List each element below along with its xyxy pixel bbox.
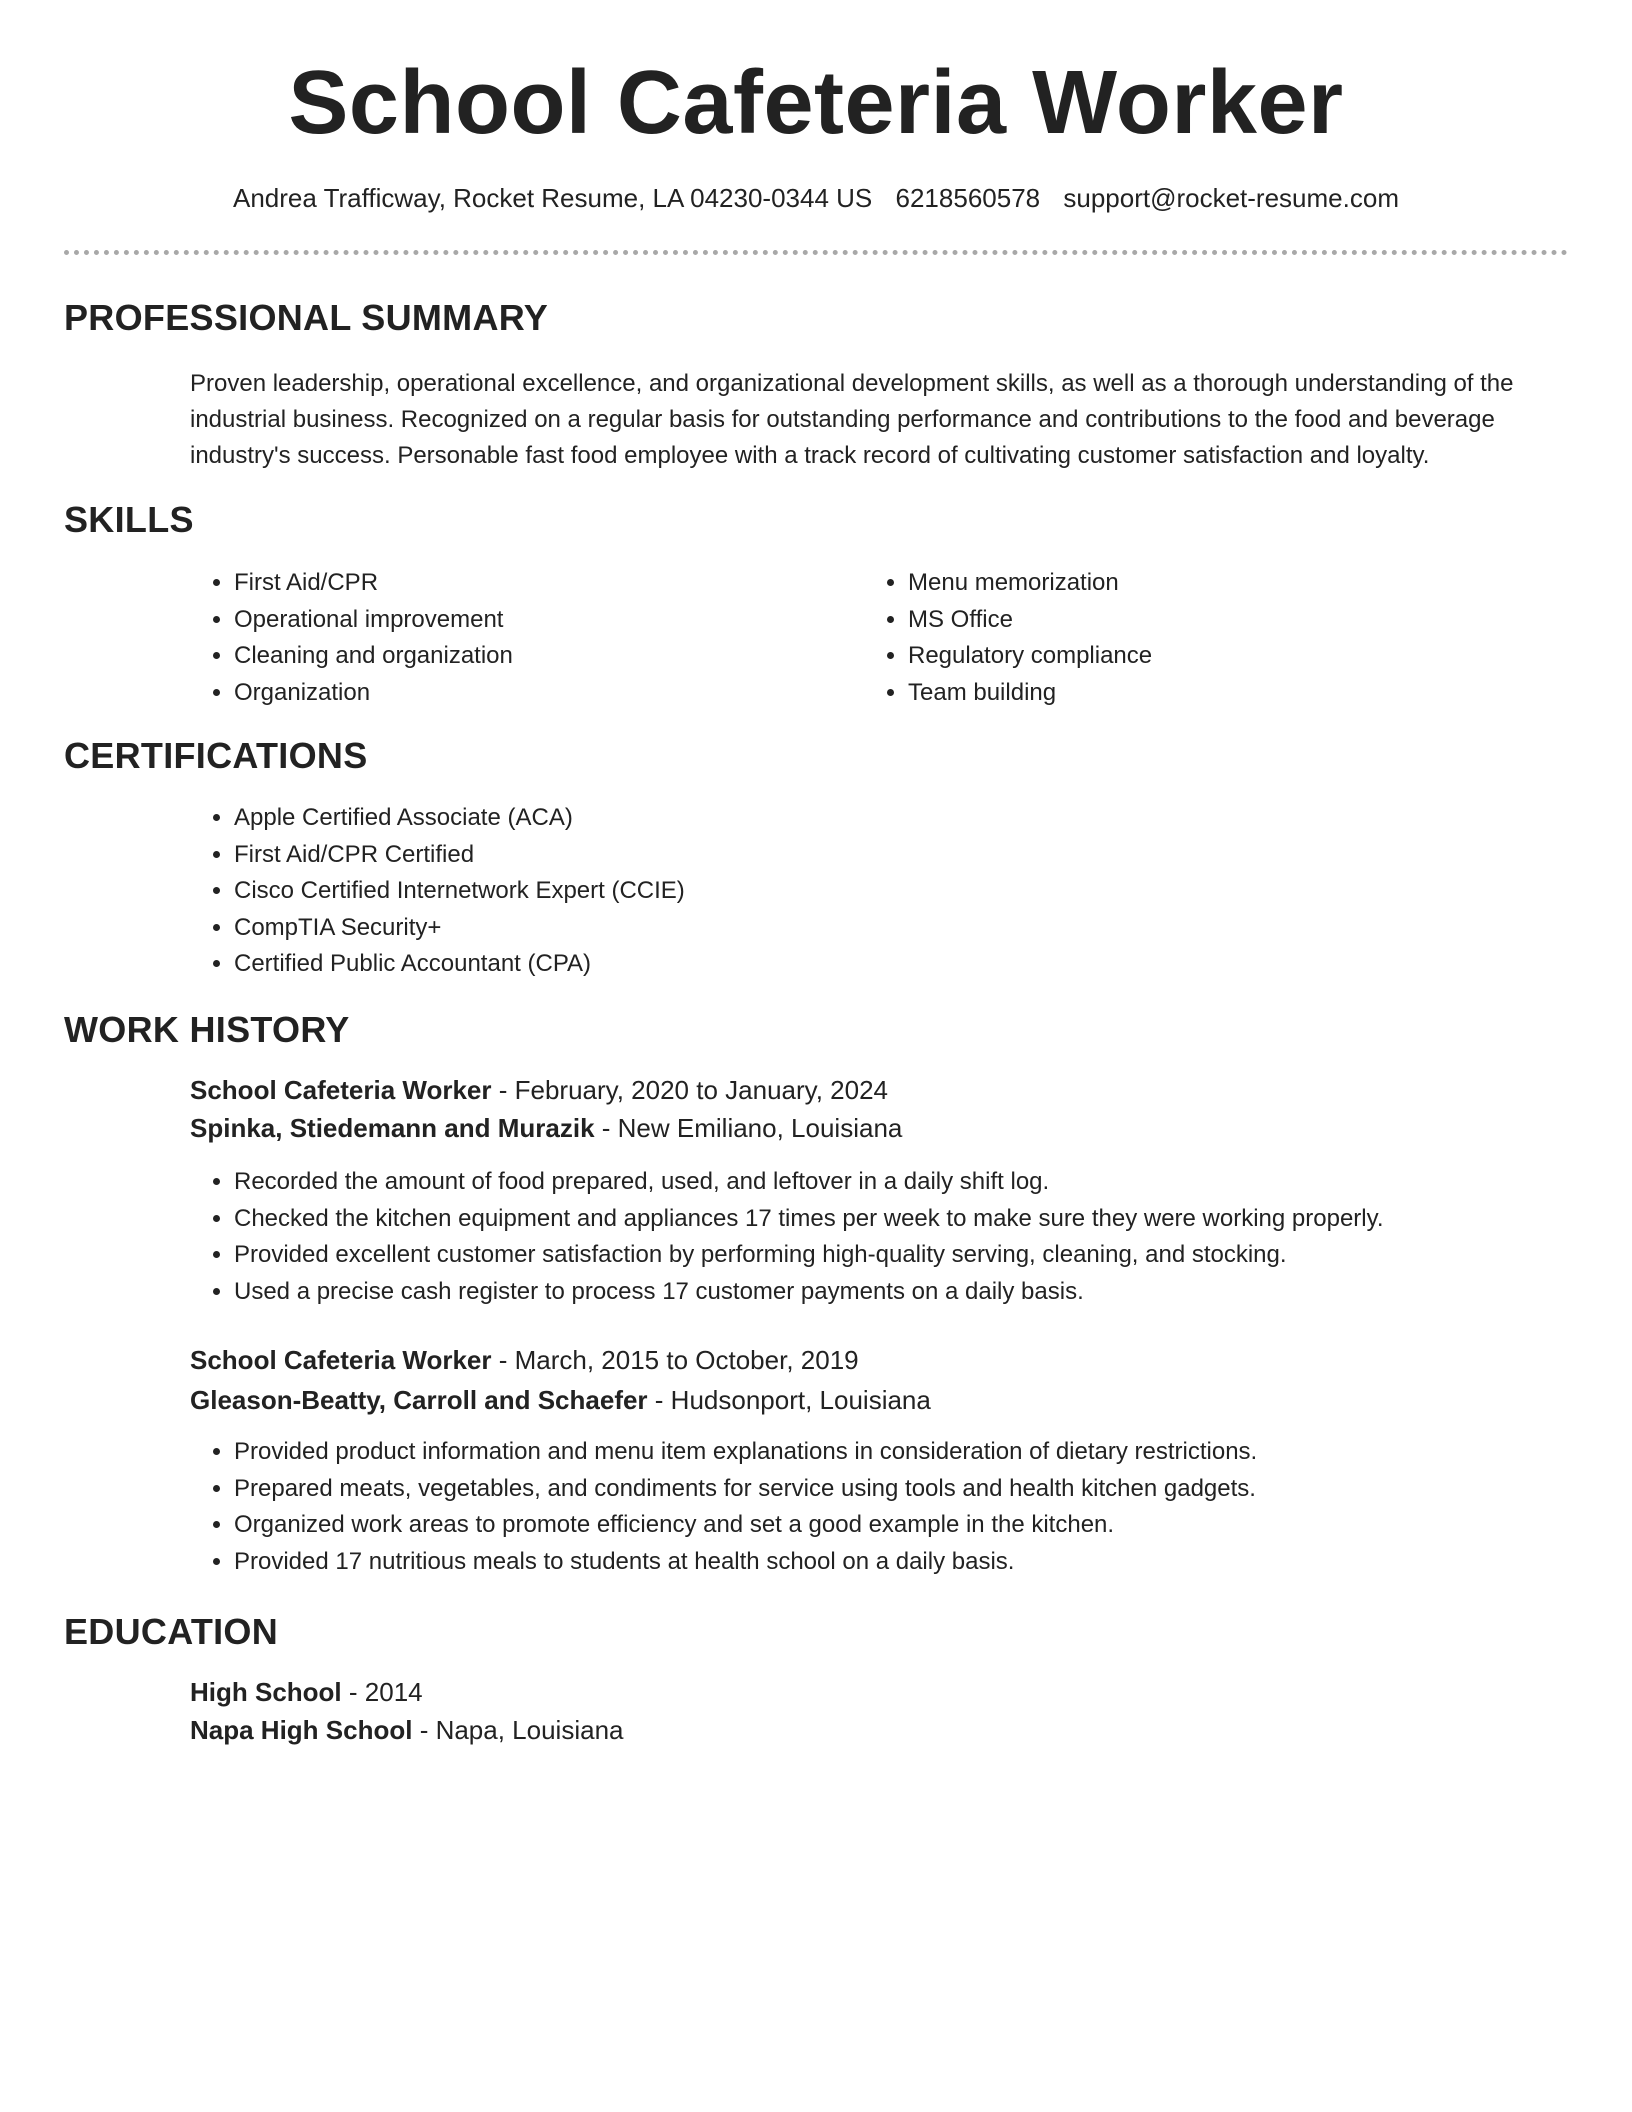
list-item: • Recorded the amount of food prepared, used, and leftover in a daily shift log. bbox=[234, 1164, 1614, 1201]
list-item: • Provided excellent customer satisfaction by performing high-quality serving, cleaning, and stocking. bbox=[234, 1237, 1614, 1274]
list-item: • Team building bbox=[908, 675, 1528, 712]
contact-line bbox=[0, 178, 1632, 218]
work-history-heading: WORK HISTORY bbox=[64, 1009, 350, 1050]
job-title: School Cafeteria Worker bbox=[190, 1345, 492, 1375]
education-degree-line bbox=[190, 1673, 423, 1711]
list-item: • Organized work areas to promote efficiency and set a good example in the kitchen. bbox=[234, 1507, 1614, 1544]
job-location: - New Emiliano, Louisiana bbox=[594, 1113, 903, 1143]
list-item: • First Aid/CPR bbox=[234, 565, 854, 602]
contact-address: Andrea Trafficway, Rocket Resume, LA 04230-0344 US bbox=[233, 183, 873, 213]
job-location: - Hudsonport, Louisiana bbox=[647, 1385, 931, 1415]
list-item: • Regulatory compliance bbox=[908, 638, 1528, 675]
list-item: • CompTIA Security+ bbox=[234, 910, 1534, 947]
contact-phone: 6218560578 bbox=[895, 183, 1041, 213]
job-company-line bbox=[190, 1381, 931, 1419]
list-item: • Cleaning and organization bbox=[234, 638, 854, 675]
header-divider bbox=[64, 250, 1568, 255]
education-year: - 2014 bbox=[341, 1677, 423, 1707]
job-dates: - February, 2020 to January, 2024 bbox=[491, 1075, 889, 1105]
job-duties-list bbox=[190, 1164, 1614, 1310]
list-item: • Certified Public Accountant (CPA) bbox=[234, 946, 1534, 983]
education-school: Napa High School bbox=[190, 1715, 413, 1745]
education-location: - Napa, Louisiana bbox=[412, 1715, 624, 1745]
contact-email: support@rocket-resume.com bbox=[1063, 183, 1399, 213]
job-company: Gleason-Beatty, Carroll and Schaefer bbox=[190, 1385, 648, 1415]
summary-heading: PROFESSIONAL SUMMARY bbox=[64, 297, 549, 338]
education-degree: High School bbox=[190, 1677, 342, 1707]
list-item: • First Aid/CPR Certified bbox=[234, 837, 1534, 874]
certifications-list bbox=[190, 800, 1534, 983]
list-item: • Apple Certified Associate (ACA) bbox=[234, 800, 1534, 837]
job-title-line bbox=[190, 1071, 888, 1109]
list-item: • Provided 17 nutritious meals to students at health school on a daily basis. bbox=[234, 1544, 1614, 1581]
list-item: • MS Office bbox=[908, 602, 1528, 639]
list-item: • Used a precise cash register to process 17 customer payments on a daily basis. bbox=[234, 1274, 1614, 1311]
education-school-line bbox=[190, 1711, 624, 1749]
list-item: • Checked the kitchen equipment and appliances 17 times per week to make sure they were working properly. bbox=[234, 1201, 1614, 1238]
education-heading: EDUCATION bbox=[64, 1611, 279, 1652]
job-duties-list bbox=[190, 1434, 1614, 1580]
list-item: • Organization bbox=[234, 675, 854, 712]
list-item: • Provided product information and menu item explanations in consideration of dietary restrictions. bbox=[234, 1434, 1614, 1471]
certifications-heading: CERTIFICATIONS bbox=[64, 735, 368, 776]
job-company: Spinka, Stiedemann and Murazik bbox=[190, 1113, 595, 1143]
job-dates: - March, 2015 to October, 2019 bbox=[491, 1345, 859, 1375]
skills-list-left bbox=[190, 565, 854, 711]
list-item: • Prepared meats, vegetables, and condiments for service using tools and health kitchen gadgets. bbox=[234, 1471, 1614, 1508]
list-item: • Menu memorization bbox=[908, 565, 1528, 602]
job-title: School Cafeteria Worker bbox=[190, 1075, 492, 1105]
skills-heading: SKILLS bbox=[64, 499, 194, 540]
summary-text: Proven leadership, operational excellence, and organizational development skills, as well as a thorough understanding of the industrial business. Recognized on a regular basis for outstanding performance and contributions to the food and beverage industry's success. Personable fast food employee with a track record of cultivating customer satisfaction and loyalty. bbox=[190, 370, 1514, 469]
job-company-line bbox=[190, 1109, 902, 1147]
list-item: • Cisco Certified Internetwork Expert (CCIE) bbox=[234, 873, 1534, 910]
job-title-line bbox=[190, 1341, 859, 1379]
skills-list-right bbox=[864, 565, 1528, 711]
resume-title: School Cafeteria Worker bbox=[288, 53, 1344, 153]
list-item: • Operational improvement bbox=[234, 602, 854, 639]
